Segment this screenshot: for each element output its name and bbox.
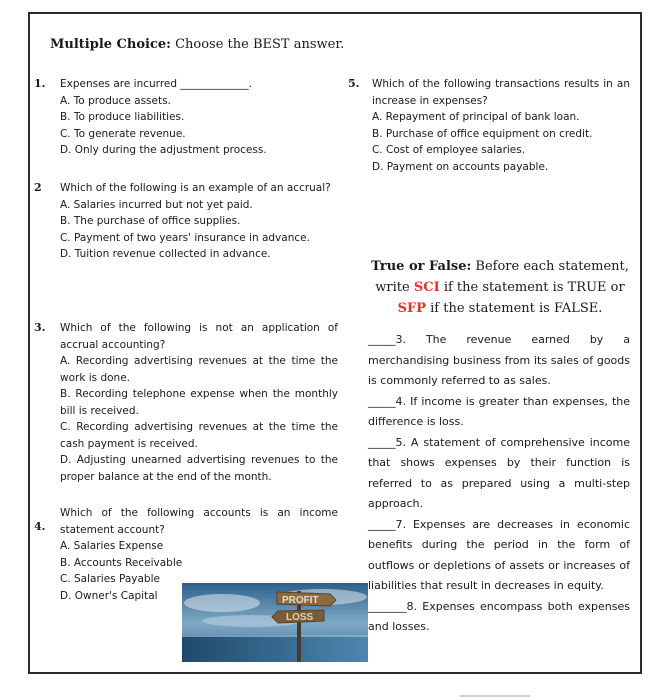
true-false-instructions — [368, 256, 632, 319]
true-false-items — [368, 330, 630, 638]
option: B. Accounts Receivable — [60, 556, 183, 569]
option: A. Salaries Expense — [60, 540, 164, 552]
question-text: Which of the following accounts is an income statement account? — [60, 507, 338, 536]
left-question-column — [36, 76, 338, 604]
tf-instruction-mid: if the statement is TRUE or — [439, 280, 625, 295]
option: A. Repayment of principal of bank loan. — [372, 111, 580, 123]
tf-title: True or False: — [371, 259, 472, 274]
question-text: Which of the following transactions results in an increase in expenses? — [372, 78, 630, 107]
signpost-illustration — [182, 583, 368, 662]
option: B. To produce liabilities. — [60, 111, 185, 123]
option: B. Recording telephone expense when the monthly bill is received. — [60, 388, 338, 417]
tf-write: write — [375, 280, 414, 295]
tf-item: _____3. The revenue earned by a merchandising business from its sales of goods is commonly referred to as sales. — [368, 333, 630, 387]
question-text: Which of the following is not an application of accrual accounting? — [60, 322, 338, 351]
question-number: 2 — [34, 181, 42, 194]
tf-instruction-line1: Before each statement, — [471, 259, 629, 274]
section-title-rest: Choose the BEST answer. — [170, 37, 345, 52]
tf-item: _____4. If income is greater than expenses, the difference is loss. — [368, 394, 630, 428]
tf-item: _____5. A statement of comprehensive income that shows expenses by their function is referred to as prepared using a multi-step approach. — [368, 435, 630, 510]
option: D. Payment on accounts payable. — [372, 160, 549, 173]
profit-sign-text: PROFIT — [282, 595, 319, 606]
question-number: 3. — [34, 321, 46, 334]
question-3 — [36, 320, 338, 505]
tf-item: _____7. Expenses are decreases in economic benefits during the period in the form of outflows or depletions of assets or increases of liabilities that result in decreases in equity. — [368, 517, 630, 592]
option: A. Salaries incurred but not yet paid. — [60, 198, 253, 211]
option: D. Only during the adjustment process. — [60, 144, 267, 156]
tf-item: _______8. Expenses encompass both expenses and losses. — [368, 599, 630, 633]
option: B. Purchase of office equipment on credit. — [372, 127, 593, 140]
question-5 — [348, 76, 630, 175]
tf-instruction-end: if the statement is FALSE. — [426, 301, 603, 316]
option: B. The purchase of office supplies. — [60, 215, 241, 227]
option: D. Adjusting unearned advertising revenues to the proper balance at the end of the month. — [60, 454, 338, 483]
option: C. To generate revenue. — [60, 127, 186, 140]
option: A. Recording advertising revenues at the time the work is done. — [60, 355, 338, 384]
option: C. Salaries Payable — [60, 573, 160, 585]
loss-sign-text: LOSS — [286, 612, 314, 623]
section-title-multiple-choice — [50, 37, 344, 52]
bottom-divider — [460, 695, 530, 697]
question-number: 1. — [34, 77, 46, 90]
question-number: 5. — [348, 77, 360, 90]
question-text: Expenses are incurred _____________. — [60, 78, 252, 90]
question-2 — [36, 180, 338, 320]
option: C. Cost of employee salaries. — [372, 144, 526, 156]
section-title-bold: Multiple Choice: — [50, 37, 171, 52]
option: C. Recording advertising revenues at the time the cash payment is received. — [60, 421, 338, 450]
option: A. To produce assets. — [60, 94, 171, 107]
profit-loss-signpost-image — [182, 583, 368, 662]
question-text: Which of the following is an example of an accrual? — [60, 182, 331, 194]
option: C. Payment of two years' insurance in advance. — [60, 231, 310, 244]
option: D. Owner's Capital — [60, 589, 158, 602]
question-1 — [36, 76, 338, 180]
option: D. Tuition revenue collected in advance. — [60, 248, 271, 260]
question-number: 4. — [34, 520, 46, 533]
sfp-label: SFP — [397, 301, 427, 316]
sci-label: SCI — [413, 280, 440, 295]
